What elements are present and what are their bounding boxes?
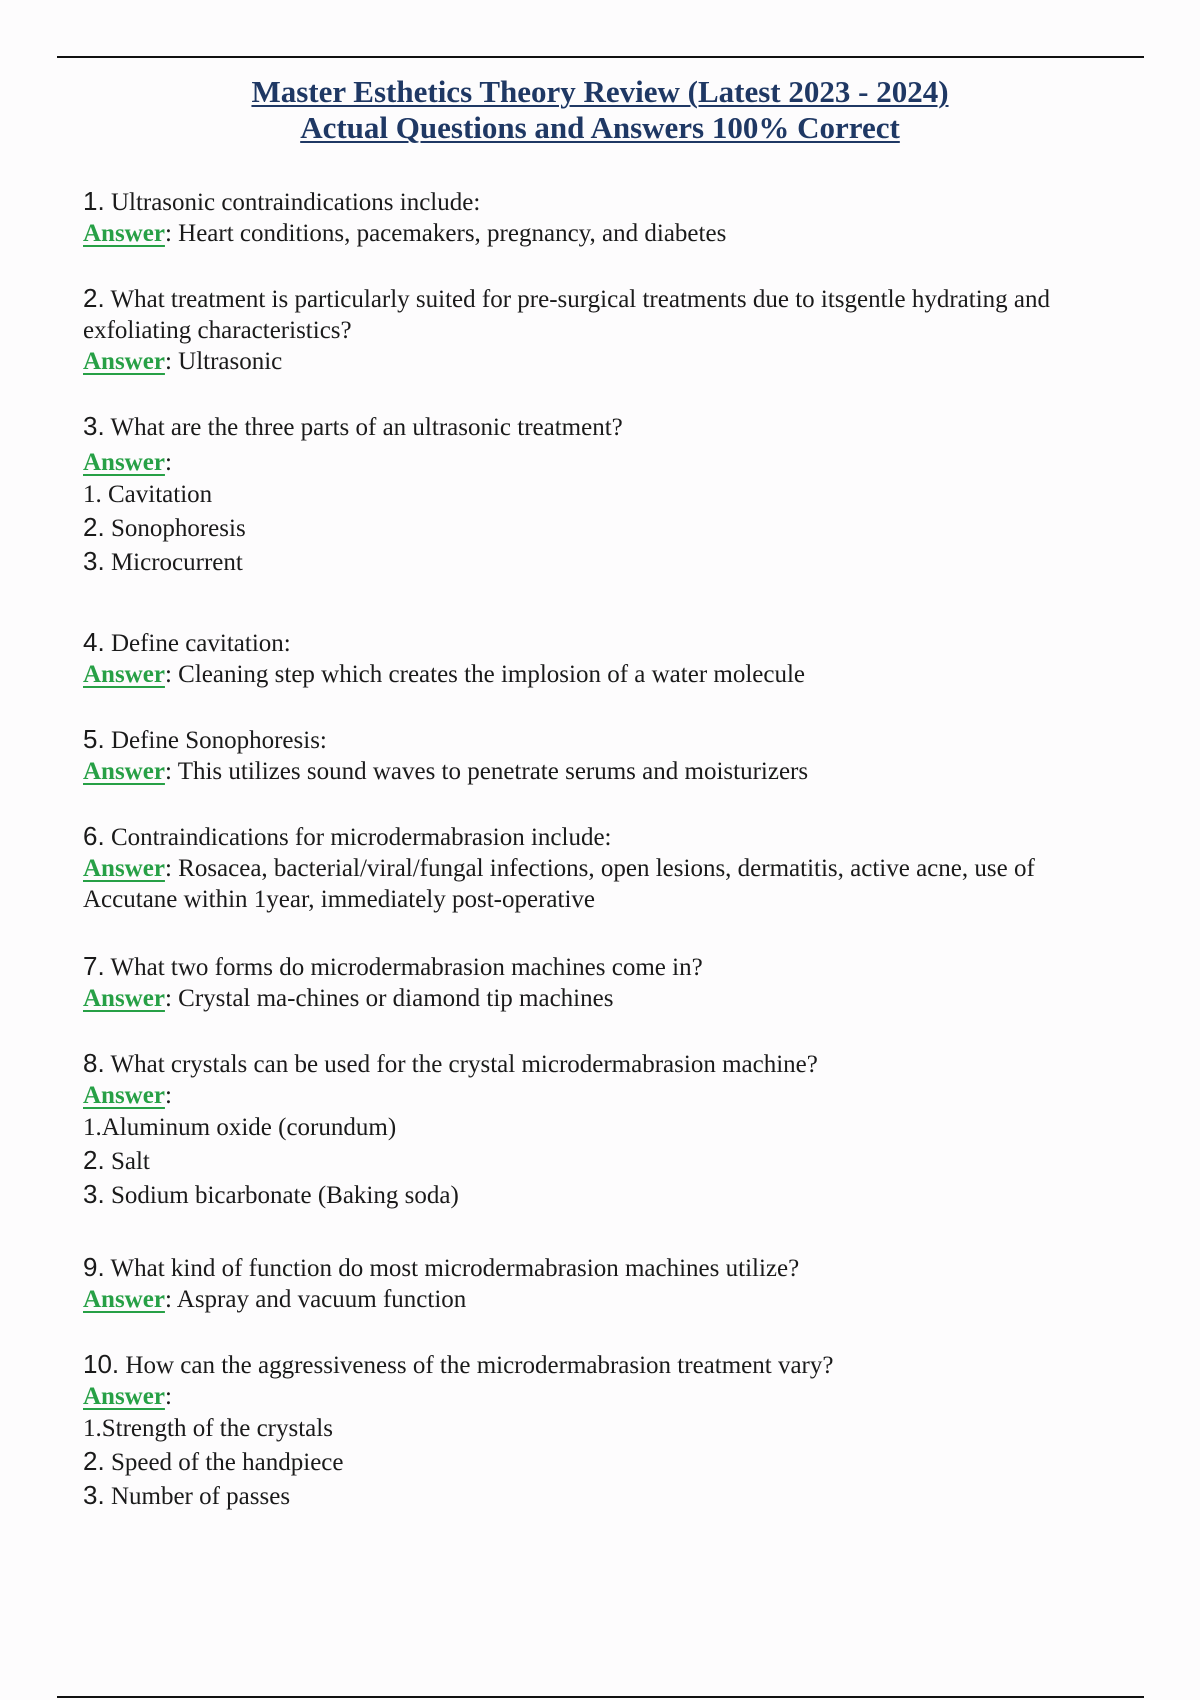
list-number: 1. — [83, 481, 102, 508]
answer-label: Answer — [83, 1286, 165, 1313]
list-number: 2. — [83, 1145, 105, 1175]
question-text: Ultrasonic contraindications include: — [110, 189, 481, 216]
question-number: 5. — [83, 724, 105, 754]
list-text: Strength of the crystals — [101, 1415, 333, 1442]
question-2: 2. What treatment is particularly suited for pre-surgical treatments due to itsgentle hydrating and exfoliating characteristics? Answer: Ultrasonic — [83, 283, 1051, 375]
question-7: 7. What two forms do microdermabrasion machines come in? Answer: Crystal ma-chines or diamond tip machines — [83, 951, 703, 1012]
list-number: 1. — [83, 1114, 102, 1141]
list-number: 2. — [83, 512, 105, 542]
answer-label: Answer — [83, 1082, 165, 1109]
list-text: Aluminum oxide (corundum) — [101, 1114, 397, 1141]
list-text: Sonophoresis — [110, 515, 246, 542]
answer-list-item — [83, 1445, 1133, 1479]
answer-text: Rosacea, bacterial/viral/fungal infections, open lesions, dermatitis, active acne, use of Accutane within 1year, immediately post-operative — [83, 855, 1035, 913]
question-number: 4. — [83, 627, 105, 657]
list-text: Cavitation — [108, 481, 213, 508]
list-text: Number of passes — [110, 1483, 291, 1510]
question-text: What kind of function do most microdermabrasion machines utilize? — [110, 1255, 800, 1282]
question-3: 3. What are the three parts of an ultrasonic treatment? Answer: 1. Cavitation 2. Sonophoresis 3. Microcurrent — [83, 411, 1133, 579]
question-5: 5. Define Sonophoresis: Answer: This utilizes sound waves to penetrate serums and moisturizers — [83, 724, 809, 785]
question-number: 8. — [83, 1048, 105, 1078]
question-number: 2. — [83, 283, 105, 313]
answer-label: Answer — [83, 449, 165, 476]
question-number: 1. — [83, 186, 105, 216]
answer-list-item — [83, 1111, 1133, 1144]
question-8: 8. What crystals can be used for the crystal microdermabrasion machine? Answer: 1.Aluminum oxide (corundum) 2. Salt 3. Sodium bicarbonate (Baking soda) — [83, 1048, 1133, 1212]
question-1: 1. Ultrasonic contraindications include: Answer: Heart conditions, pacemakers, pregnancy, and diabetes — [83, 186, 727, 247]
question-text: What crystals can be used for the crystal microdermabrasion machine? — [110, 1051, 818, 1078]
answer-text: This utilizes sound waves to penetrate serums and moisturizers — [177, 758, 809, 785]
title-line-2: Actual Questions and Answers 100% Correct — [300, 110, 900, 145]
answer-text: Aspray and vacuum function — [176, 1286, 467, 1313]
answer-text: Ultrasonic — [178, 348, 283, 375]
answer-list-item — [83, 1479, 1133, 1513]
question-text: Define cavitation: — [110, 630, 291, 657]
question-9: 9. What kind of function do most microdermabrasion machines utilize? Answer: Aspray and vacuum function — [83, 1252, 800, 1313]
list-number: 3. — [83, 1480, 105, 1510]
question-text: What two forms do microdermabrasion machines come in? — [110, 954, 703, 981]
answer-list-item — [83, 1412, 1133, 1445]
answer-text: Heart conditions, pacemakers, pregnancy, and diabetes — [178, 220, 727, 247]
answer-label: Answer — [83, 855, 165, 882]
question-text: Define Sonophoresis: — [110, 727, 327, 754]
question-text: What treatment is particularly suited for pre-surgical treatments due to itsgentle hydrating and exfoliating characteristics? — [83, 286, 1051, 344]
list-text: Speed of the handpiece — [110, 1449, 344, 1476]
list-number: 3. — [83, 546, 105, 576]
answer-label: Answer — [83, 661, 165, 688]
answer-label: Answer — [83, 985, 165, 1012]
list-number: 3. — [83, 1179, 105, 1209]
question-number: 3. — [83, 411, 105, 441]
answer-label: Answer — [83, 348, 165, 375]
document-title — [0, 74, 1200, 146]
question-text: How can the aggressiveness of the microdermabrasion treatment vary? — [125, 1352, 834, 1379]
question-text: Contraindications for microdermabrasion include: — [110, 824, 612, 851]
answer-text: Cleaning step which creates the implosion of a water molecule — [178, 661, 806, 688]
list-text: Microcurrent — [110, 549, 243, 576]
question-number: 9. — [83, 1252, 105, 1282]
title-line-1: Master Esthetics Theory Review (Latest 2023 - 2024) — [251, 74, 949, 109]
list-text: Sodium bicarbonate (Baking soda) — [110, 1182, 459, 1209]
top-rule — [57, 56, 1144, 58]
answer-label: Answer — [83, 758, 165, 785]
answer-list-item — [83, 1144, 1133, 1178]
answer-label: Answer — [83, 220, 165, 247]
question-text: What are the three parts of an ultrasonic treatment? — [110, 414, 623, 441]
question-number: 7. — [83, 951, 105, 981]
list-number: 1. — [83, 1415, 102, 1442]
answer-text: Crystal ma-chines or diamond tip machines — [178, 985, 614, 1012]
question-10: 10. How can the aggressiveness of the microdermabrasion treatment vary? Answer: 1.Strength of the crystals 2. Speed of the handpiece 3. Number of passes — [83, 1349, 1133, 1513]
answer-list-item — [83, 545, 1133, 579]
answer-label: Answer — [83, 1383, 165, 1410]
answer-list-item — [83, 511, 1133, 545]
question-6: 6. Contraindications for microdermabrasion include: Answer: Rosacea, bacterial/viral/fungal infections, open lesions, dermatitis, active acne, use of Accutane within 1year, immediately post-operative — [83, 821, 1035, 913]
question-number: 10. — [83, 1349, 120, 1379]
answer-list-item — [83, 478, 1133, 511]
list-text: Salt — [110, 1148, 150, 1175]
question-4: 4. Define cavitation: Answer: Cleaning step which creates the implosion of a water molecule — [83, 627, 806, 688]
bottom-rule — [57, 1696, 1144, 1698]
list-number: 2. — [83, 1446, 105, 1476]
question-number: 6. — [83, 821, 105, 851]
answer-list-item — [83, 1178, 1133, 1212]
